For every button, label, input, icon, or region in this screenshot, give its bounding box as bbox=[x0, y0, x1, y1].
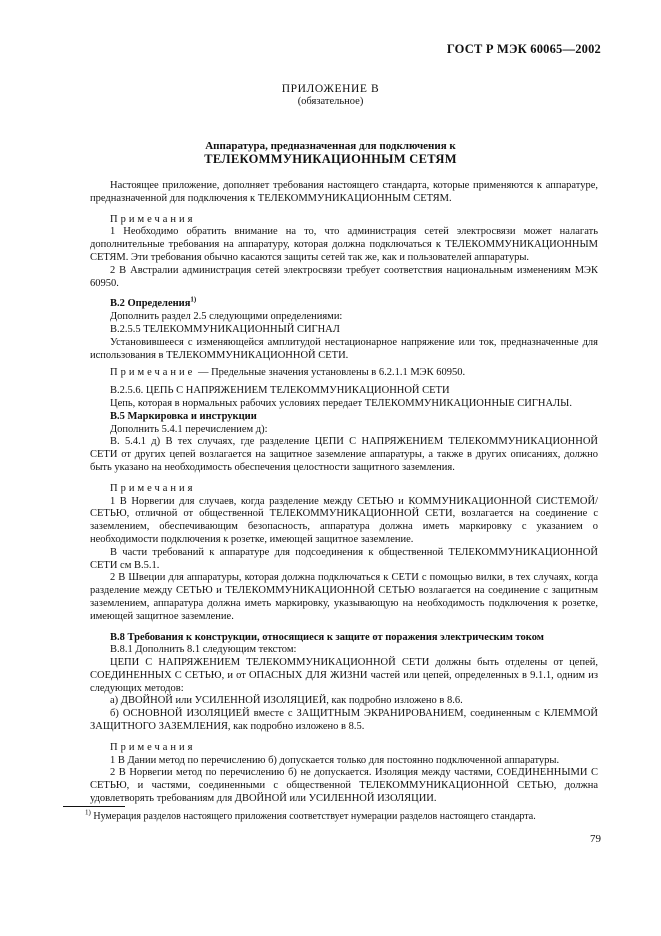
footnote bbox=[63, 808, 601, 823]
title-line-2: ТЕЛЕКОММУНИКАЦИОННЫМ СЕТЯМ bbox=[204, 152, 457, 166]
note-1: 1 Необходимо обратить внимание на то, что администрация сетей электросвязи может налагать дополнительные требования на аппаратуру, которая должна подключаться к ТЕЛЕКОММУНИКАЦИОННЫМ СЕТЯМ. Эти требования обычно касаются защиты сетей так же, как и пользователей аппаратуры. bbox=[90, 226, 598, 263]
appendix-title: ПРИЛОЖЕНИЕ В bbox=[281, 83, 380, 95]
section-b2-text: Дополнить раздел 2.5 следующими определениями: bbox=[110, 311, 343, 323]
section-b256-title: В.2.5.6. ЦЕПЬ С НАПРЯЖЕНИЕМ ТЕЛЕКОММУНИКАЦИОННОЙ СЕТИ bbox=[110, 385, 450, 397]
section-b256-text: Цепь, которая в нормальных рабочих условиях передает ТЕЛЕКОММУНИКАЦИОННЫЕ СИГНАЛЫ. bbox=[110, 397, 572, 409]
footnote-ref: 1) bbox=[190, 295, 197, 304]
appendix-status: (обязательное) bbox=[297, 96, 364, 107]
appendix-main-title bbox=[0, 140, 661, 167]
intro-paragraph: Настоящее приложение, дополняет требования настоящего стандарта, которые применяются к аппаратуре, предназначенной для подключения к ТЕЛЕКОММУНИКАЦИОННЫМ СЕТЯМ. bbox=[90, 180, 598, 204]
appendix-heading bbox=[0, 83, 661, 107]
standard-header: ГОСТ Р МЭК 60065—2002 bbox=[446, 42, 601, 56]
section-b5-heading: В.5 Маркировка и инструкции bbox=[110, 410, 257, 422]
notes-label-3: Примечания bbox=[110, 741, 196, 753]
single-note bbox=[90, 367, 598, 380]
section-b541-text: В. 5.4.1 д) В тех случаях, где разделение ЦЕПИ С НАПРЯЖЕНИЕМ ТЕЛЕКОММУНИКАЦИОННОЙ СЕТИ от других цепей возлагается на защитное заземление аппаратуры, а также в других описаниях, должно быть указано на необходимость обеспечения целостности защитного заземления. bbox=[90, 436, 598, 473]
single-note-label: Примечание bbox=[110, 367, 196, 379]
list-item-b: б) ОСНОВНОЙ ИЗОЛЯЦИЕЙ вместе с ЗАЩИТНЫМ ЭКРАНИРОВАНИЕМ, соединенным с КЛЕММОЙ ЗАЩИТНОГО ЗАЗЕМЛЕНИЯ, как подробно изложено в 8.5. bbox=[90, 708, 598, 733]
section-b8-heading: В.8 Требования к конструкции, относящиеся к защите от поражения электрическим током bbox=[110, 631, 544, 643]
list-item-a: а) ДВОЙНОЙ или УСИЛЕННОЙ ИЗОЛЯЦИЕЙ, как подробно изложено в 8.6. bbox=[110, 695, 463, 707]
section-b2-title: В.2 Определения bbox=[110, 298, 191, 310]
note-norway-b51: В части требований к аппаратуре для подсоединения к общественной ТЕЛЕКОММУНИКАЦИОННОЙ СЕТИ см В.5.1. bbox=[90, 546, 598, 571]
footnote-mark: 1) bbox=[85, 808, 91, 817]
title-line-1: Аппаратура, предназначенная для подключения к bbox=[205, 140, 456, 152]
section-b5-text: Дополнить 5.4.1 перечислением д): bbox=[110, 423, 268, 435]
section-b255-text: Установившееся с изменяющейся амплитудой нестационарное напряжение или ток, предназначенные для использования в ТЕЛЕКОММУНИКАЦИОННОЙ СЕТИ. bbox=[90, 336, 598, 361]
page-number: 79 bbox=[590, 833, 601, 845]
note-2: 2 В Австралии администрация сетей электросвязи требует соответствия национальным изменениям МЭК 60950. bbox=[90, 264, 598, 289]
footnote-text: Нумерация разделов настоящего приложения соответствует нумерации разделов настоящего стандарта. bbox=[90, 811, 536, 822]
footnote-divider bbox=[63, 806, 125, 807]
single-note-text: — Предельные значения установлены в 6.2.1.1 МЭК 60950. bbox=[195, 367, 466, 379]
body-text bbox=[90, 180, 598, 806]
section-b2-heading bbox=[90, 295, 598, 311]
notes-label-2: Примечания bbox=[110, 482, 196, 494]
notes-label: Примечания bbox=[110, 213, 196, 225]
note-denmark: 1 В Дании метод по перечислению б) допускается только для постоянно подключенной аппаратуры. bbox=[110, 754, 560, 766]
note-norway: 1 В Норвегии для случаев, когда разделение между СЕТЬЮ и КОММУНИКАЦИОННОЙ СИСТЕМОЙ/СЕТЬЮ, отличной от общественной ТЕЛЕКОММУНИКАЦИОННОЙ СЕТИ, возлагается на соединение с заземлением, обеспечивающим безопасность, аппаратура должна иметь маркировку с указанием о необходимости подключения к розетке, имеющей защитное заземление. bbox=[90, 495, 598, 545]
note-norway-2: 2 В Норвегии метод по перечислению б) не допускается. Изоляция между частями, СОЕДИНЕННЫМИ С СЕТЬЮ, и частями, соединенными с общественной ТЕЛЕКОММУНИКАЦИОННОЙ СЕТЬЮ, должна удовлетворять требованиям для ДВОЙНОЙ или УСИЛЕННОЙ ИЗОЛЯЦИИ. bbox=[90, 767, 598, 805]
section-b255-title: В.2.5.5 ТЕЛЕКОММУНИКАЦИОННЫЙ СИГНАЛ bbox=[110, 323, 340, 335]
section-b81-text: В.8.1 Дополнить 8.1 следующим текстом: bbox=[110, 644, 297, 656]
note-sweden: 2 В Швеции для аппаратуры, которая должна подключаться к СЕТИ с помощью вилки, в тех случаях, когда разделение между СЕТЬЮ и ТЕЛЕКОММУНИКАЦИОННОЙ СЕТЬЮ возлагается на соединение с защитным заземлением, аппаратура должна иметь маркировку, указывающую на необходимость подключения к розетке, имеющей защитное заземление. bbox=[90, 572, 598, 622]
section-b81-body: ЦЕПИ С НАПРЯЖЕНИЕМ ТЕЛЕКОММУНИКАЦИОННОЙ СЕТИ должны быть отделены от цепей, СОЕДИНЕННЫХ С СЕТЬЮ, и от ОПАСНЫХ ДЛЯ ЖИЗНИ частей или цепей, определенных в 9.1.1, одним из следующих методов: bbox=[90, 657, 598, 694]
